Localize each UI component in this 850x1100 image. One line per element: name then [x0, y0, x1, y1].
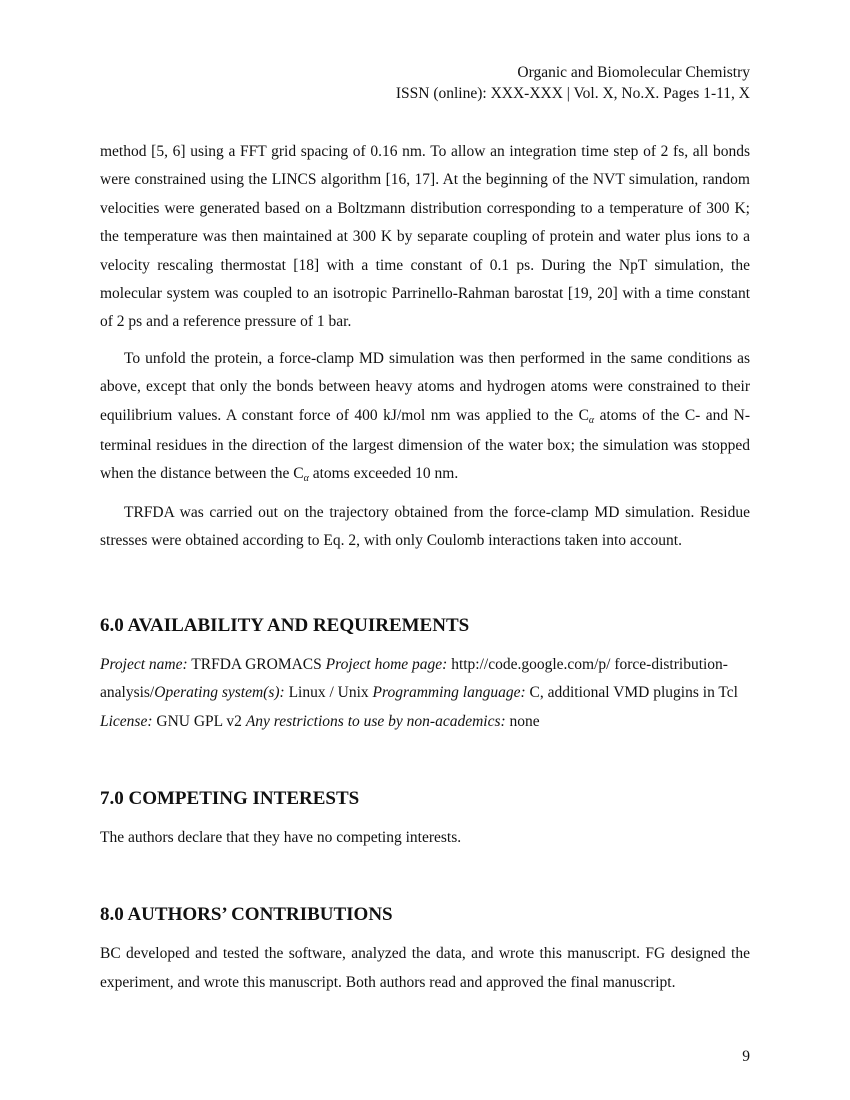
contributions-paragraph: BC developed and tested the software, analyzed the data, and wrote this manuscript. FG designed the experiment, and wrote this manuscript. Both authors read and approved the final manuscript. [100, 945, 750, 991]
alpha-subscript: α [303, 473, 309, 485]
running-header [396, 62, 750, 104]
p2-text-b: atoms of the C- and N-terminal residues in the direction of the largest dimension of the water box; the simulation was stopped when the distance between the C [100, 406, 750, 483]
home-page-label: Project home page: [325, 655, 448, 673]
alpha-subscript: α [588, 414, 595, 426]
project-name-value: TRFDA GROMACS [187, 655, 326, 673]
journal-name: Organic and Biomolecular Chemistry [517, 64, 750, 81]
home-page-value: http://code.google.com/p/ force-distribution-analysis/ [100, 655, 728, 702]
license-label: License: [100, 712, 153, 730]
p2-text-c: atoms exceeded 10 nm. [308, 465, 459, 483]
language-label: Programming language: [372, 684, 526, 702]
restrictions-value: none [505, 712, 540, 730]
methods-paragraph-3: TRFDA was carried out on the trajectory obtained from the force-clamp MD simulation. Residue stresses were obtained according to Eq. 2, with only Coulomb interactions taken into account. [100, 503, 750, 550]
section-heading-competing: 7.0 COMPETING INTERESTS [100, 787, 360, 809]
methods-paragraph-2 [100, 345, 750, 491]
os-label: Operating system(s): [154, 684, 285, 702]
p2-text-a: To unfold the protein, a force-clamp MD simulation was then performed in the same conditions as above, except that only the bonds between heavy atoms and hydrogen atoms were constrained to their equilibrium values. A constant force of 400 kJ/mol nm was applied to the C [100, 349, 750, 424]
competing-paragraph: The authors declare that they have no competing interests. [100, 828, 462, 846]
methods-paragraph-1: method [5, 6] using a FFT grid spacing of 0.16 nm. To allow an integration time step of 2 fs, all bonds were constrained using the LINCS algorithm [16, 17]. At the beginning of the NVT simulation, random velocities were generated based on a Boltzmann distribution corresponding to a temperature of 300 K; the temperature was then maintained at 300 K by separate coupling of protein and water plus ions to a velocity rescaling thermostat [18] with a time constant of 0.1 ps. During the NpT simulation, the molecular system was coupled to an isotropic Parrinello-Rahman barostat [19, 20] with a time constant of 2 ps and a reference pressure of 1 bar. [100, 143, 750, 331]
restrictions-label: Any restrictions to use by non-academics: [245, 712, 506, 730]
page-number: 9 [742, 1048, 750, 1065]
section-heading-availability: 6.0 AVAILABILITY AND REQUIREMENTS [100, 614, 470, 636]
availability-paragraph [100, 651, 770, 736]
language-value: C, additional VMD plugins in Tcl [525, 684, 738, 702]
page-content [100, 138, 750, 1005]
issn-line: ISSN (online): XXX-XXX | Vol. X, No.X. Pages 1-11, X [395, 85, 750, 102]
section-heading-contributions: 8.0 AUTHORS’ CONTRIBUTIONS [100, 904, 393, 926]
project-name-label: Project name: [100, 655, 188, 673]
license-value: GNU GPL v2 [152, 712, 246, 730]
os-value: Linux / Unix [284, 684, 373, 702]
